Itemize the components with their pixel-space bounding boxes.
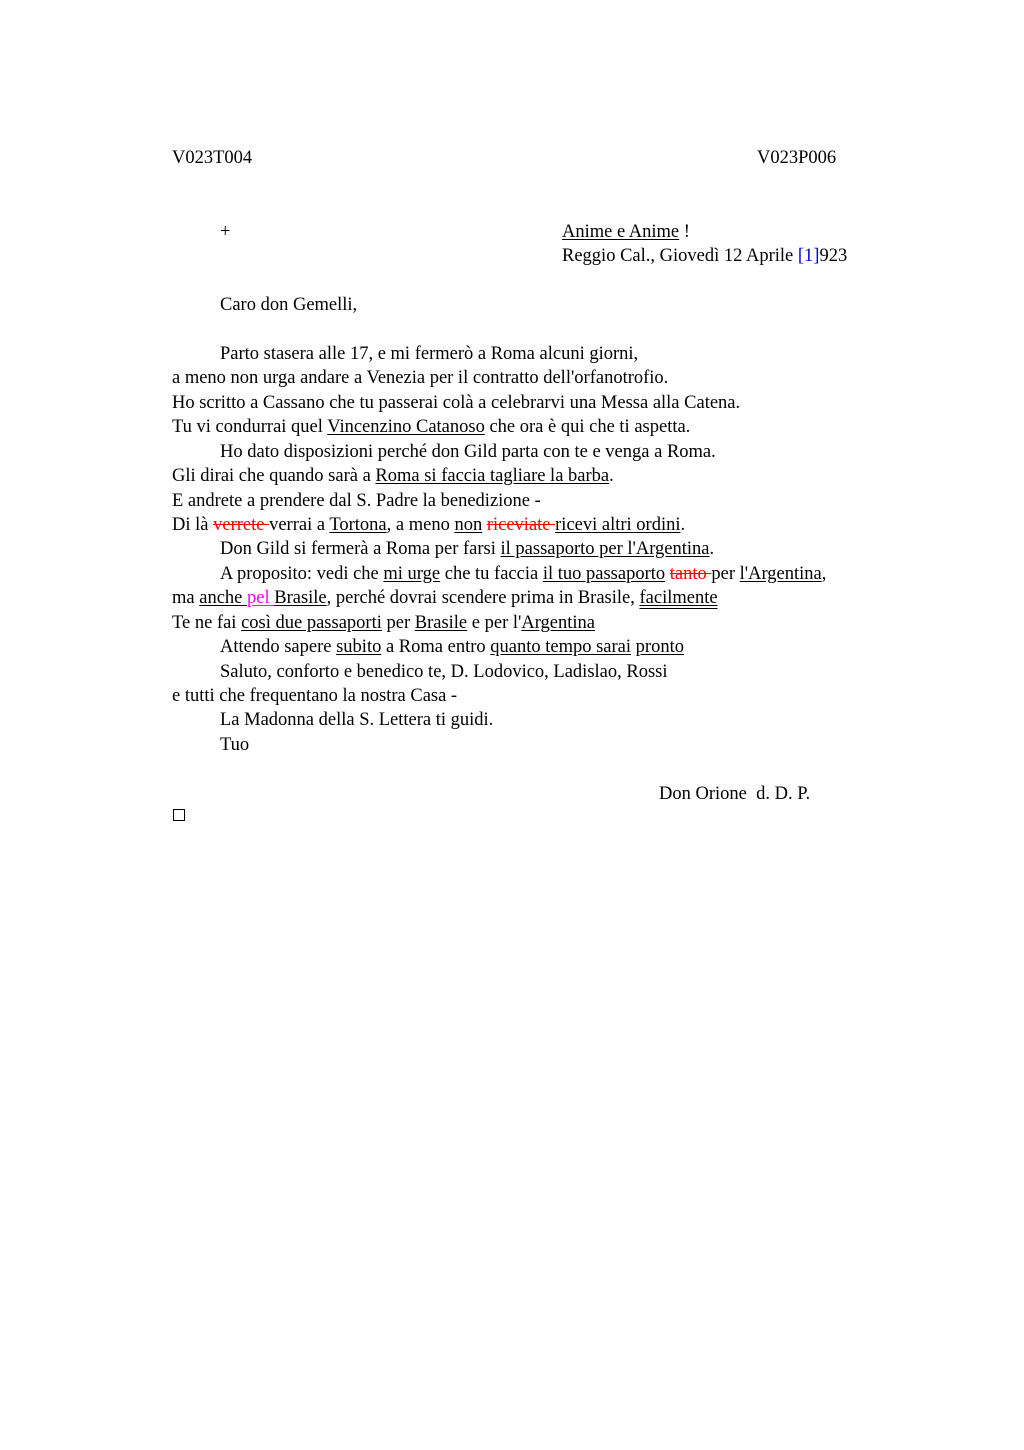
- motto-text: Anime e Anime: [562, 222, 680, 242]
- underlined-text: non: [454, 515, 483, 535]
- text-run: .: [680, 515, 686, 535]
- underlined-text: Tortona: [329, 515, 387, 535]
- cross-mark: +: [220, 222, 231, 242]
- body-line-1: Parto stasera alle 17, e mi fermerò a Roma alcuni giorni,: [220, 344, 639, 364]
- underlined-text: Brasile: [414, 613, 468, 633]
- body-line-6: [172, 467, 614, 486]
- salutation: Caro don Gemelli,: [220, 295, 358, 315]
- end-box-icon: [173, 809, 185, 821]
- deleted-text: verrete: [213, 515, 270, 535]
- place-date-after: 923: [819, 246, 848, 266]
- deleted-text: tanto: [669, 564, 712, 584]
- motto-line: [562, 223, 690, 242]
- text-run: .: [709, 539, 715, 559]
- bracket-open: [: [797, 246, 805, 266]
- underlined-text: subito: [336, 637, 382, 657]
- text-run: A proposito: vedi che: [220, 564, 384, 584]
- text-run: Attendo sapere: [220, 637, 337, 657]
- bracket-digit: 1: [804, 246, 814, 266]
- underlined-text: ricevi altri ordini: [555, 515, 681, 535]
- text-run: che ora è qui che ti aspetta.: [484, 417, 691, 437]
- signature: Don Orione d. D. P.: [659, 784, 811, 804]
- place-date-line: [562, 247, 847, 266]
- deleted-text: riceviate: [486, 515, 556, 535]
- body-line-5: Ho dato disposizioni perché don Gild parta con te e venga a Roma.: [220, 442, 716, 462]
- text-run: Don Gild si fermerà a Roma per farsi: [220, 539, 501, 559]
- text-run: ma: [172, 588, 200, 608]
- text-run: Gli dirai che quando sarà a: [172, 466, 376, 486]
- underlined-text: Brasile: [274, 588, 327, 608]
- text-run: , perché dovrai scendere prima in Brasile,: [326, 588, 640, 608]
- underlined-text: così due passaporti: [241, 613, 382, 633]
- body-line-10: [220, 565, 826, 584]
- body-line-8: [172, 516, 685, 535]
- underlined-text: Argentina: [521, 613, 595, 633]
- body-line-2: a meno non urga andare a Venezia per il contratto dell'orfanotrofio.: [172, 368, 669, 388]
- underlined-text: quanto tempo sarai: [490, 637, 632, 657]
- text-run: ,: [821, 564, 827, 584]
- body-line-4: [172, 418, 690, 437]
- underlined-text: l'Argentina: [739, 564, 822, 584]
- body-line-11: [172, 589, 718, 608]
- text-run: Tu vi condurrai quel: [172, 417, 328, 437]
- text-run: , a meno: [386, 515, 455, 535]
- motto-suffix: !: [679, 222, 690, 242]
- underlined-text: Vincenzino Catanoso: [327, 417, 485, 437]
- body-line-17: Tuo: [220, 735, 250, 755]
- body-line-13: [220, 638, 684, 657]
- double-underlined-text: facilmente: [639, 588, 718, 608]
- text-run: Te ne fai: [172, 613, 242, 633]
- text-run: a Roma entro: [381, 637, 491, 657]
- body-line-16: La Madonna della S. Lettera ti guidi.: [220, 710, 494, 730]
- text-run: Di là: [172, 515, 214, 535]
- inserted-text: pel: [247, 588, 275, 608]
- underlined-text: anche: [199, 588, 247, 608]
- body-line-15: e tutti che frequentano la nostra Casa -: [172, 686, 458, 706]
- body-line-14: Saluto, conforto e benedico te, D. Lodovico, Ladislao, Rossi: [220, 662, 668, 682]
- text-run: e per l': [467, 613, 522, 633]
- underlined-text: Roma si faccia tagliare la barba: [375, 466, 610, 486]
- underlined-text: il passaporto per l'Argentina: [500, 539, 710, 559]
- document-code-left: V023T004: [172, 148, 253, 168]
- body-line-7: E andrete a prendere dal S. Padre la benedizione -: [172, 491, 541, 511]
- text-run: verrai a: [269, 515, 330, 535]
- underlined-text: mi urge: [383, 564, 441, 584]
- bracket-close: ]: [813, 246, 820, 266]
- text-run: per: [381, 613, 415, 633]
- text-run: .: [609, 466, 614, 486]
- text-run: che tu faccia: [440, 564, 543, 584]
- body-line-3: Ho scritto a Cassano che tu passerai colà a celebrarvi una Messa alla Catena.: [172, 393, 741, 413]
- text-run: per: [711, 564, 740, 584]
- underlined-text: pronto: [635, 637, 684, 657]
- place-date-before: Reggio Cal., Giovedì 12 Aprile: [562, 246, 798, 266]
- document-code-right: V023P006: [757, 148, 837, 168]
- body-line-12: [172, 614, 595, 633]
- body-line-9: [220, 540, 714, 559]
- underlined-text: il tuo passaporto: [542, 564, 666, 584]
